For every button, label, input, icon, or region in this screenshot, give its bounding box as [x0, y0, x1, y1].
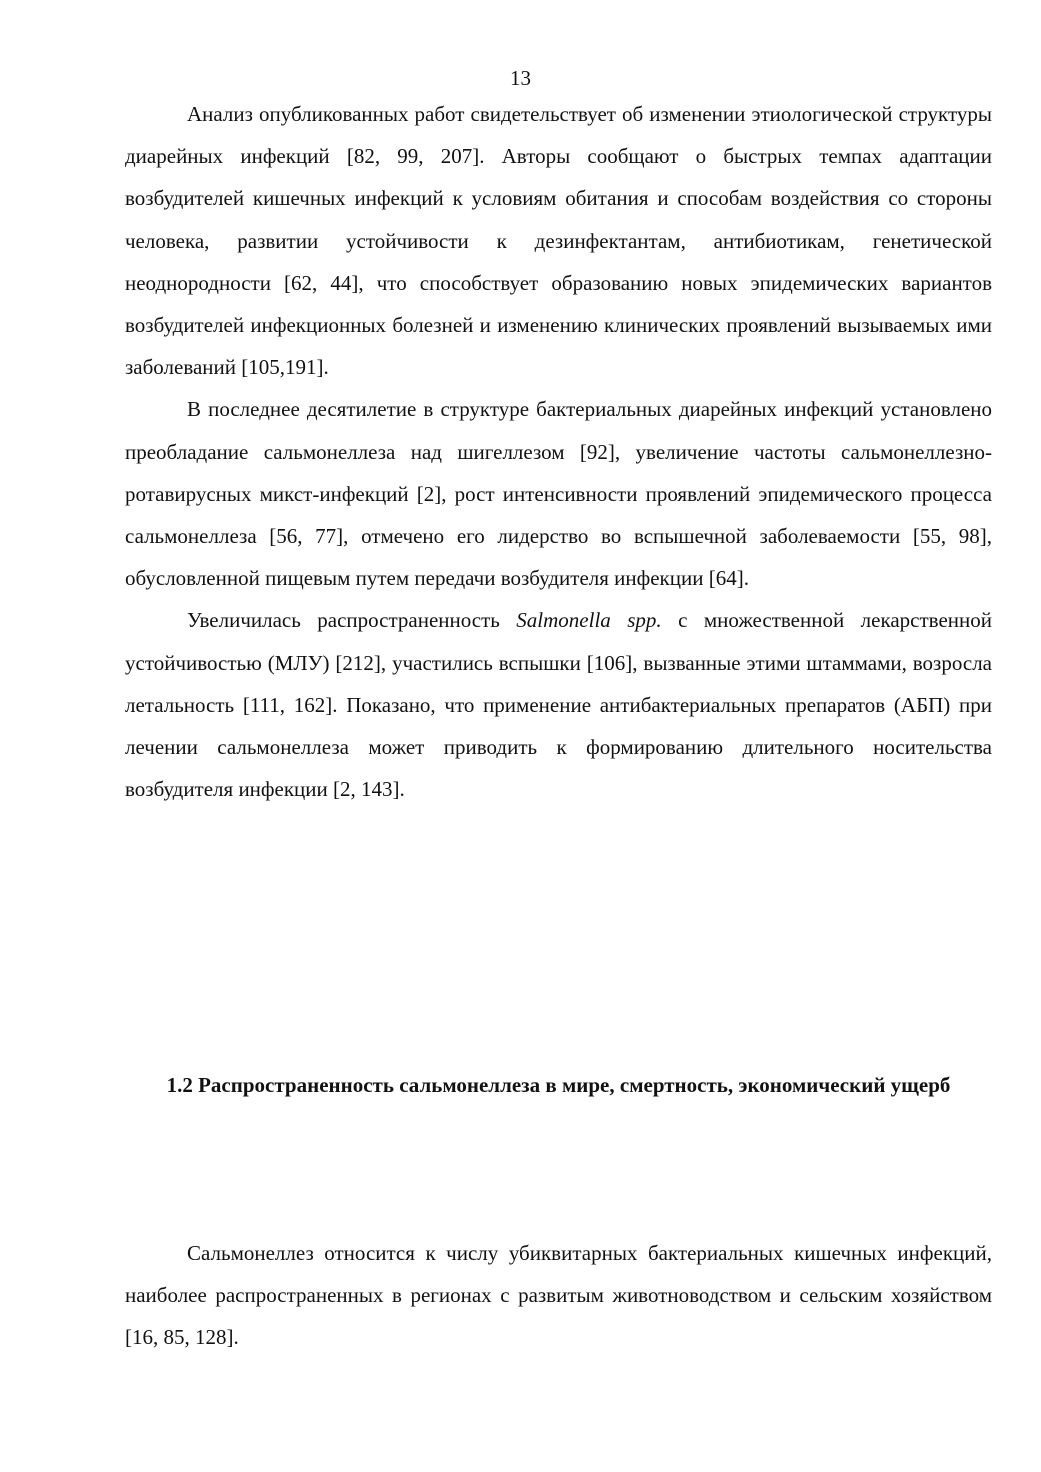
body-text-block	[125, 93, 992, 810]
section-heading: 1.2 Распространенность сальмонеллеза в мире, смертность, экономический ущерб	[166, 1073, 951, 1097]
paragraph-multidrug-resistance	[125, 599, 992, 810]
paragraph-ubiquitous-infection: Сальмонеллез относится к числу убиквитарных бактериальных кишечных инфекций, наиболее распространенных в регионах с развитым животноводством и сельским хозяйством [16, 85, 128].	[125, 1241, 992, 1350]
paragraph-salmonellosis-trends: В последнее десятилетие в структуре бактериальных диарейных инфекций установлено преобладание сальмонеллеза над шигеллезом [92], увеличение частоты сальмонеллезно-ротавирусных микст-инфекций [2], рост интенсивности проявлений эпидемического процесса сальмонеллеза [56, 77], отмечено его лидерство во вспышечной заболеваемости [55, 98], обусловленной пищевым путем передачи возбудителя инфекции [64].	[125, 397, 992, 591]
paragraph-text-start: Увеличилась распространенность	[187, 608, 517, 633]
page-number: 13	[510, 66, 531, 90]
species-name: Salmonella spp.	[516, 608, 662, 633]
paragraph-etiology: Анализ опубликованных работ свидетельствует об изменении этиологической структуры диарейных инфекций [82, 99, 207]. Авторы сообщают о быстрых темпах адаптации возбудителей кишечных инфекций к условиям обитания и способам воздействия со стороны человека, развитии устойчивости к дезинфектантам, антибиотикам, генетической неоднородности [62, 44], что способствует образованию новых эпидемических вариантов возбудителей инфекционных болезней и изменению клинических проявлений вызываемых ими заболеваний [105,191].	[125, 102, 992, 380]
section-body-block	[125, 1232, 992, 1359]
paragraph-text-end: с множественной лекарственной устойчивостью (МЛУ) [212], участились вспышки [106], вызванные этими штаммами, возросла летальность [111, 162]. Показано, что применение антибактериальных препаратов (АБП) при лечении сальмонеллеза может приводить к формированию длительного носительства возбудителя инфекции [2, 143].	[125, 608, 992, 802]
